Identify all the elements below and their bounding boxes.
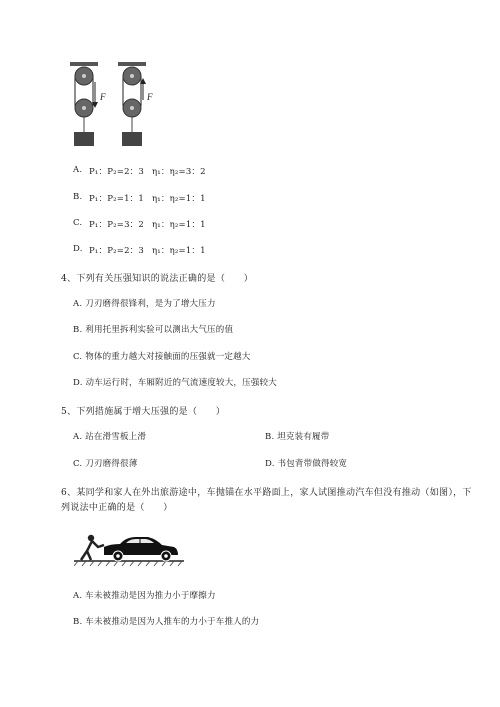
q5-stem: 5、下列措施属于增大压强的是（ ） <box>61 407 226 417</box>
q6-stem-line-1: 6、某同学和家人在外出旅游途中，车抛锚在水平路面上，家人试图推动汽车但没有推动（如图），下 <box>61 488 472 498</box>
q6-stem-line-2: 列说法中正确的是（ ） <box>61 503 173 513</box>
option-letter: A. <box>73 165 83 175</box>
car-push-illustration <box>74 527 184 567</box>
option-power-ratio: P₁：P₂=2：3 <box>89 246 144 256</box>
option-efficiency-ratio: η₁：η₂=1：1 <box>152 220 206 230</box>
q5-option-d[interactable]: D. 书包背带做得较宽 <box>265 459 348 469</box>
q4-option-d[interactable]: D. 动车运行时，车厢附近的气流速度较大，压强较大 <box>73 378 277 388</box>
pulley-figure <box>62 60 162 155</box>
option-power-ratio: P₁：P₂=1：1 <box>89 194 144 204</box>
option-efficiency-ratio: η₁：η₂=3：2 <box>152 167 206 177</box>
q6-option-a[interactable]: A. 车未被推动是因为推力小于摩擦力 <box>73 591 216 601</box>
q4-option-c[interactable]: C. 物体的重力越大对接触面的压强就一定越大 <box>73 352 251 362</box>
person-pushing <box>81 535 104 560</box>
pulley-system-1 <box>70 62 98 146</box>
q4-stem: 4、下列有关压强知识的说法正确的是（ ） <box>61 274 254 284</box>
option-power-ratio: P₁：P₂=3：2 <box>89 220 144 230</box>
q4-option-b[interactable]: B. 利用托里拆利实验可以测出大气压的值 <box>73 325 234 335</box>
option-letter: C. <box>73 218 83 228</box>
option-efficiency-ratio: η₁：η₂=1：1 <box>152 246 206 256</box>
option-letter: B. <box>73 192 83 202</box>
option-letter: D. <box>73 244 83 254</box>
q6-option-b[interactable]: B. 车未被推动是因为人推车的力小于车推人的力 <box>73 617 260 627</box>
option-power-ratio: P₁：P₂=2：3 <box>89 167 144 177</box>
q5-option-b[interactable]: B. 坦克装有履带 <box>265 432 330 442</box>
force-label-2: F <box>147 92 153 102</box>
q5-option-a[interactable]: A. 站在滑雪板上滑 <box>73 432 147 442</box>
q4-option-a[interactable]: A. 刀刃磨得很锋利，是为了增大压力 <box>73 299 216 309</box>
pulley-system-2 <box>118 62 146 146</box>
q5-option-c[interactable]: C. 刀刃磨得很薄 <box>73 459 138 469</box>
option-efficiency-ratio: η₁：η₂=1：1 <box>152 194 206 204</box>
car <box>104 537 178 561</box>
force-label-1: F <box>100 92 106 102</box>
